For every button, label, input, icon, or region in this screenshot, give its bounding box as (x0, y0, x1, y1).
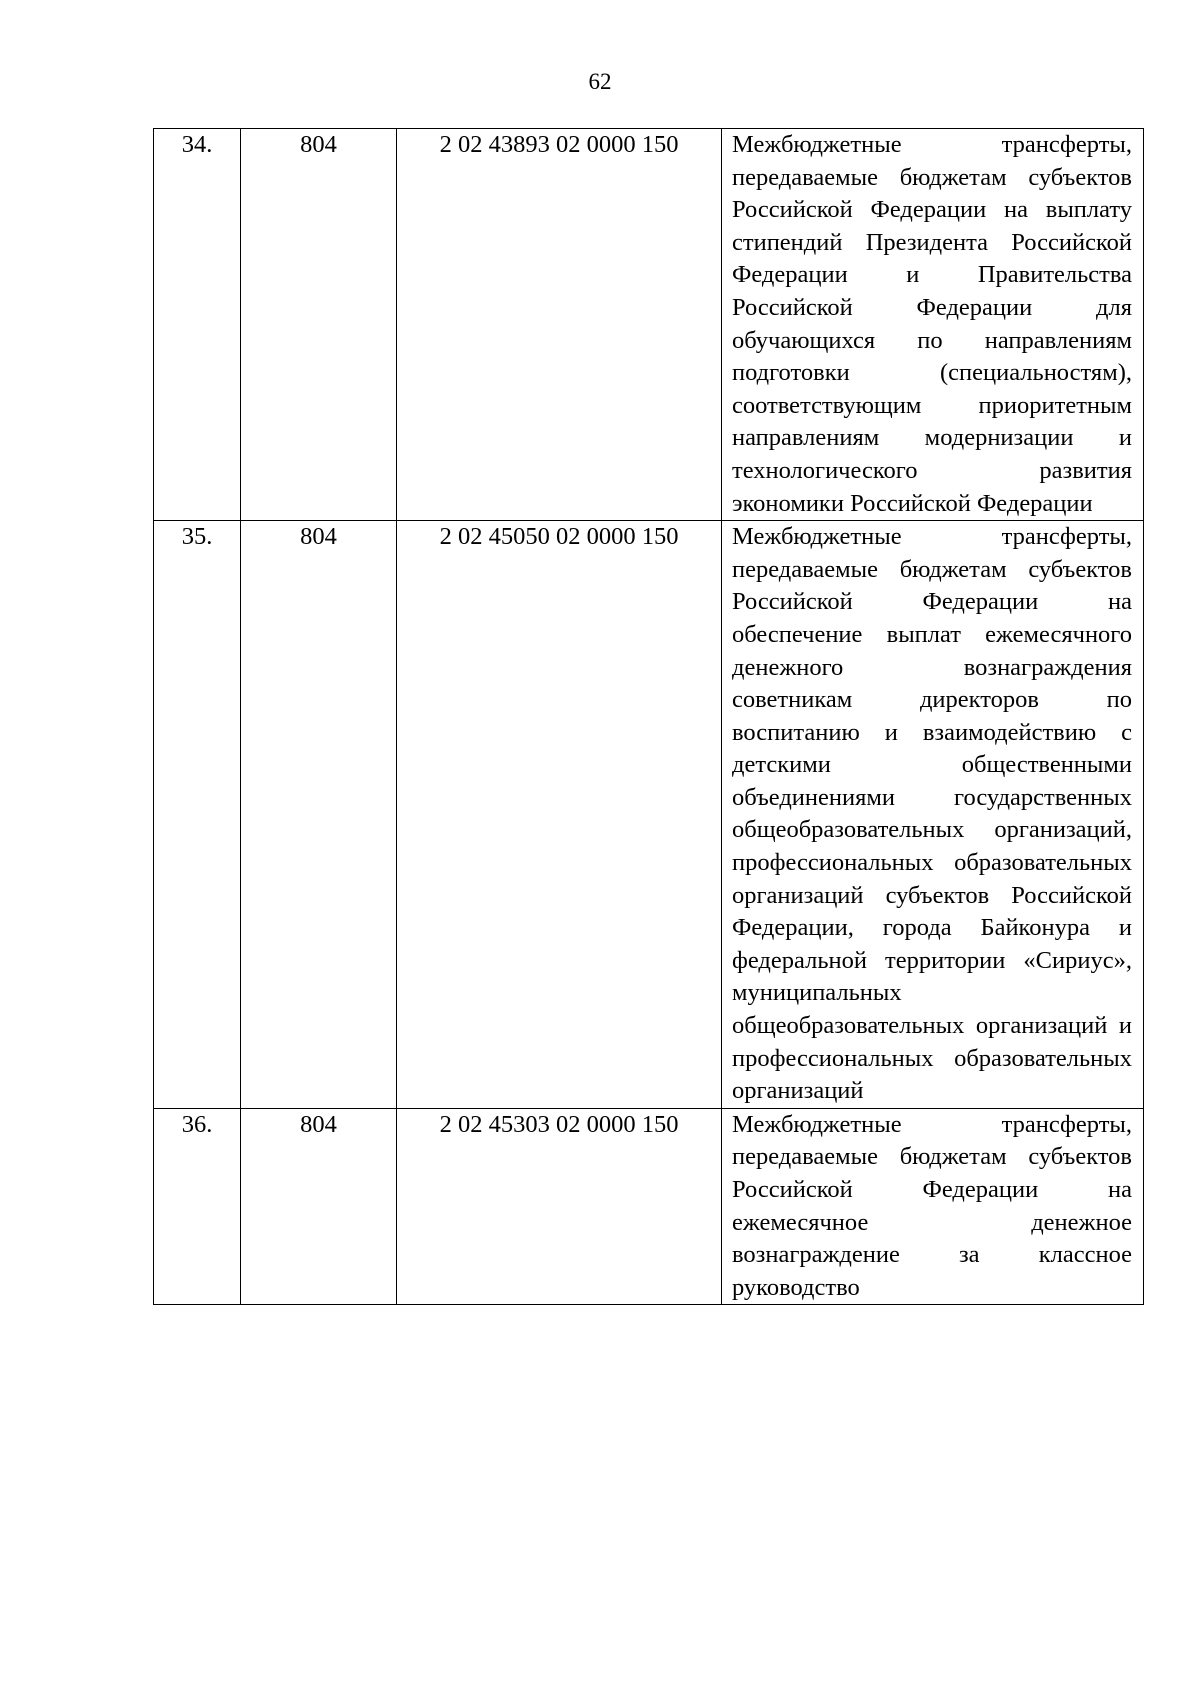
admin-code-cell: 804 (241, 1108, 397, 1305)
description-text: Межбюджетные трансферты, передаваемые бюджетам субъектов Российской Федерации на выплату стипендий Президента Российской Федерации и Правительства Российской Федерации для обучающихся по направлениям подготовки (специальностям), соответствующим приоритетным направлениям модернизации и технологического развития экономики Российской Федерации (732, 131, 1132, 517)
description-text: Межбюджетные трансферты, передаваемые бюджетам субъектов Российской Федерации на ежемесячное денежное вознаграждение за классное руководство (732, 1110, 1132, 1301)
admin-code-cell: 804 (241, 521, 397, 1109)
description-cell (722, 521, 1144, 1109)
row-number-cell: 36. (154, 1108, 241, 1305)
kbk-code-cell: 2 02 43893 02 0000 150 (397, 129, 722, 521)
kbk-code-cell: 2 02 45303 02 0000 150 (397, 1108, 722, 1305)
table-row (154, 521, 1144, 1109)
table-row (154, 1108, 1144, 1305)
description-text: Межбюджетные трансферты, передаваемые бюджетам субъектов Российской Федерации на обеспечение выплат ежемесячного денежного вознаграждения советникам директоров по воспитанию и взаимодействию с детскими общественными объединениями государственных общеобразовательных организаций, профессиональных образовательных организаций субъектов Российской Федерации, города Байконура и федеральной территории «Сириус», муниципальных общеобразовательных организаций и профессиональных образовательных организаций (732, 523, 1132, 1105)
kbk-code-cell: 2 02 45050 02 0000 150 (397, 521, 722, 1109)
admin-code-cell: 804 (241, 129, 397, 521)
table-row (154, 129, 1144, 521)
row-number-cell: 35. (154, 521, 241, 1109)
description-cell (722, 129, 1144, 521)
row-number-cell: 34. (154, 129, 241, 521)
page-number: 62 (588, 69, 612, 94)
budget-classification-table (153, 128, 1144, 1305)
description-cell (722, 1108, 1144, 1305)
